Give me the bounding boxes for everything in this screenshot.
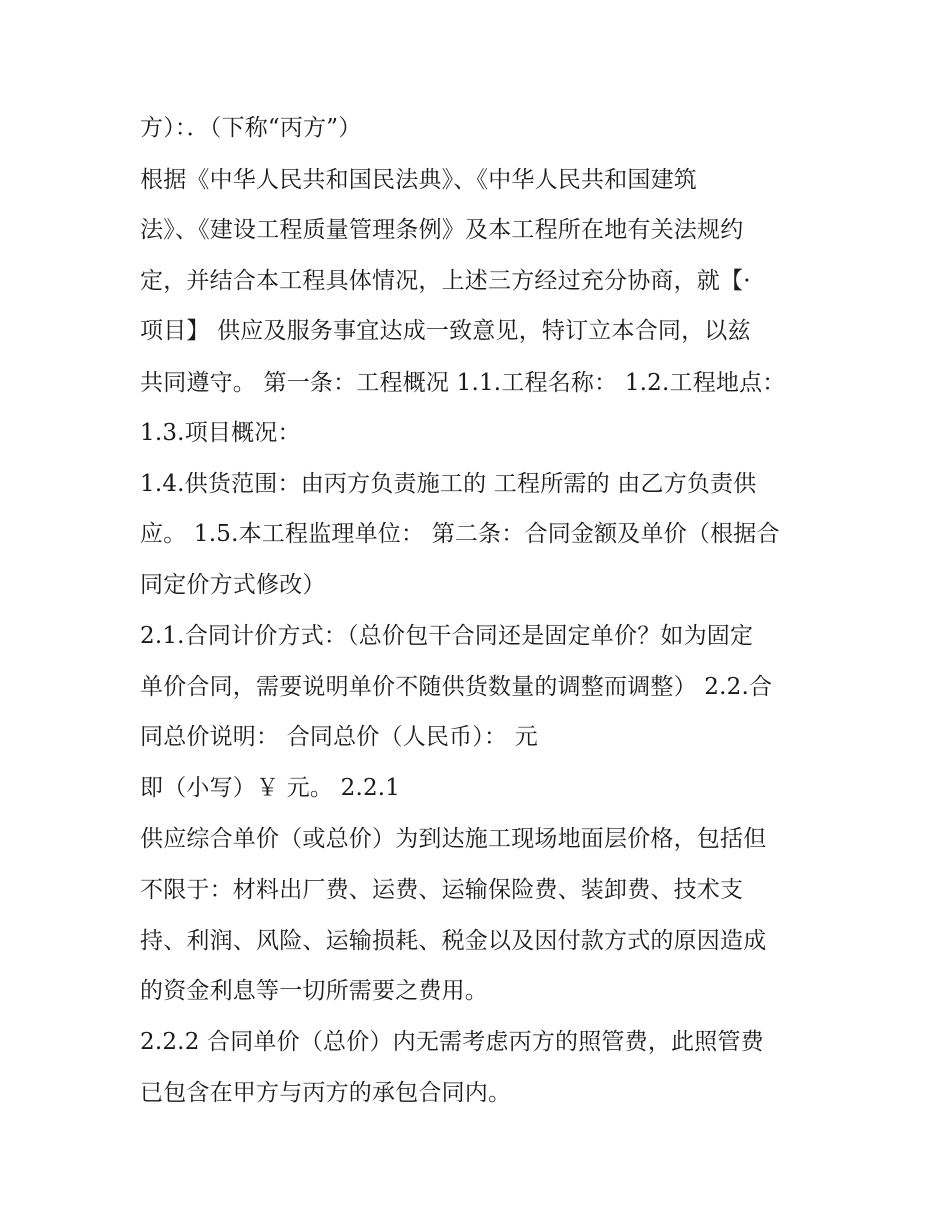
text-line: 项目】 供应及服务事宜达成一致意见，特订立本合同，以兹 bbox=[140, 318, 751, 344]
text-line: 1.4.供货范围：由丙方负责施工的 工程所需的 由乙方负责供 bbox=[140, 471, 757, 497]
text-line: 1.3.项目概况： bbox=[140, 420, 301, 446]
text-line: 供应综合单价（或总价）为到达施工现场地面层价格，包括但 bbox=[140, 826, 767, 852]
text-line: 单价合同，需要说明单价不随供货数量的调整而调整） 2.2.合 bbox=[140, 674, 773, 700]
text-line: 法》、《建设工程质量管理条例》及本工程所在地有关法规约 bbox=[140, 217, 744, 243]
text-line: 根据《中华人民共和国民法典》、《中华人民共和国建筑 bbox=[140, 167, 697, 193]
text-line: 不限于：材料出厂费、运费、运输保险费、装卸费、技术支 bbox=[140, 877, 744, 903]
text-line: 同总价说明： 合同总价（人民币）： 元 bbox=[140, 724, 538, 750]
text-line: 即（小写）￥ 元。 2.2.1 bbox=[140, 775, 401, 801]
text-line: 已包含在甲方与丙方的承包合同内。 bbox=[140, 1080, 512, 1106]
text-line: 方）：．（下称“丙方”） bbox=[140, 115, 362, 141]
text-line: 定，并结合本工程具体情况，上述三方经过充分协商，就【· bbox=[140, 268, 751, 294]
text-line: 2.1.合同计价方式：（总价包干合同还是固定单价？如为固定 bbox=[140, 623, 754, 649]
text-line: 的资金利息等一切所需要之费用。 bbox=[140, 978, 488, 1004]
text-line: 持、利润、风险、运输损耗、税金以及因付款方式的原因造成 bbox=[140, 928, 767, 954]
text-line: 应。 1.5.本工程监理单位： 第二条：合同金额及单价（根据合 bbox=[140, 521, 780, 547]
text-line: 同定价方式修改） bbox=[140, 572, 326, 598]
text-line: 共同遵守。 第一条：工程概况 1.1.工程名称： 1.2.工程地点： bbox=[140, 370, 786, 396]
text-line: 2.2.2 合同单价（总价）内无需考虑丙方的照管费，此照管费 bbox=[140, 1029, 764, 1055]
